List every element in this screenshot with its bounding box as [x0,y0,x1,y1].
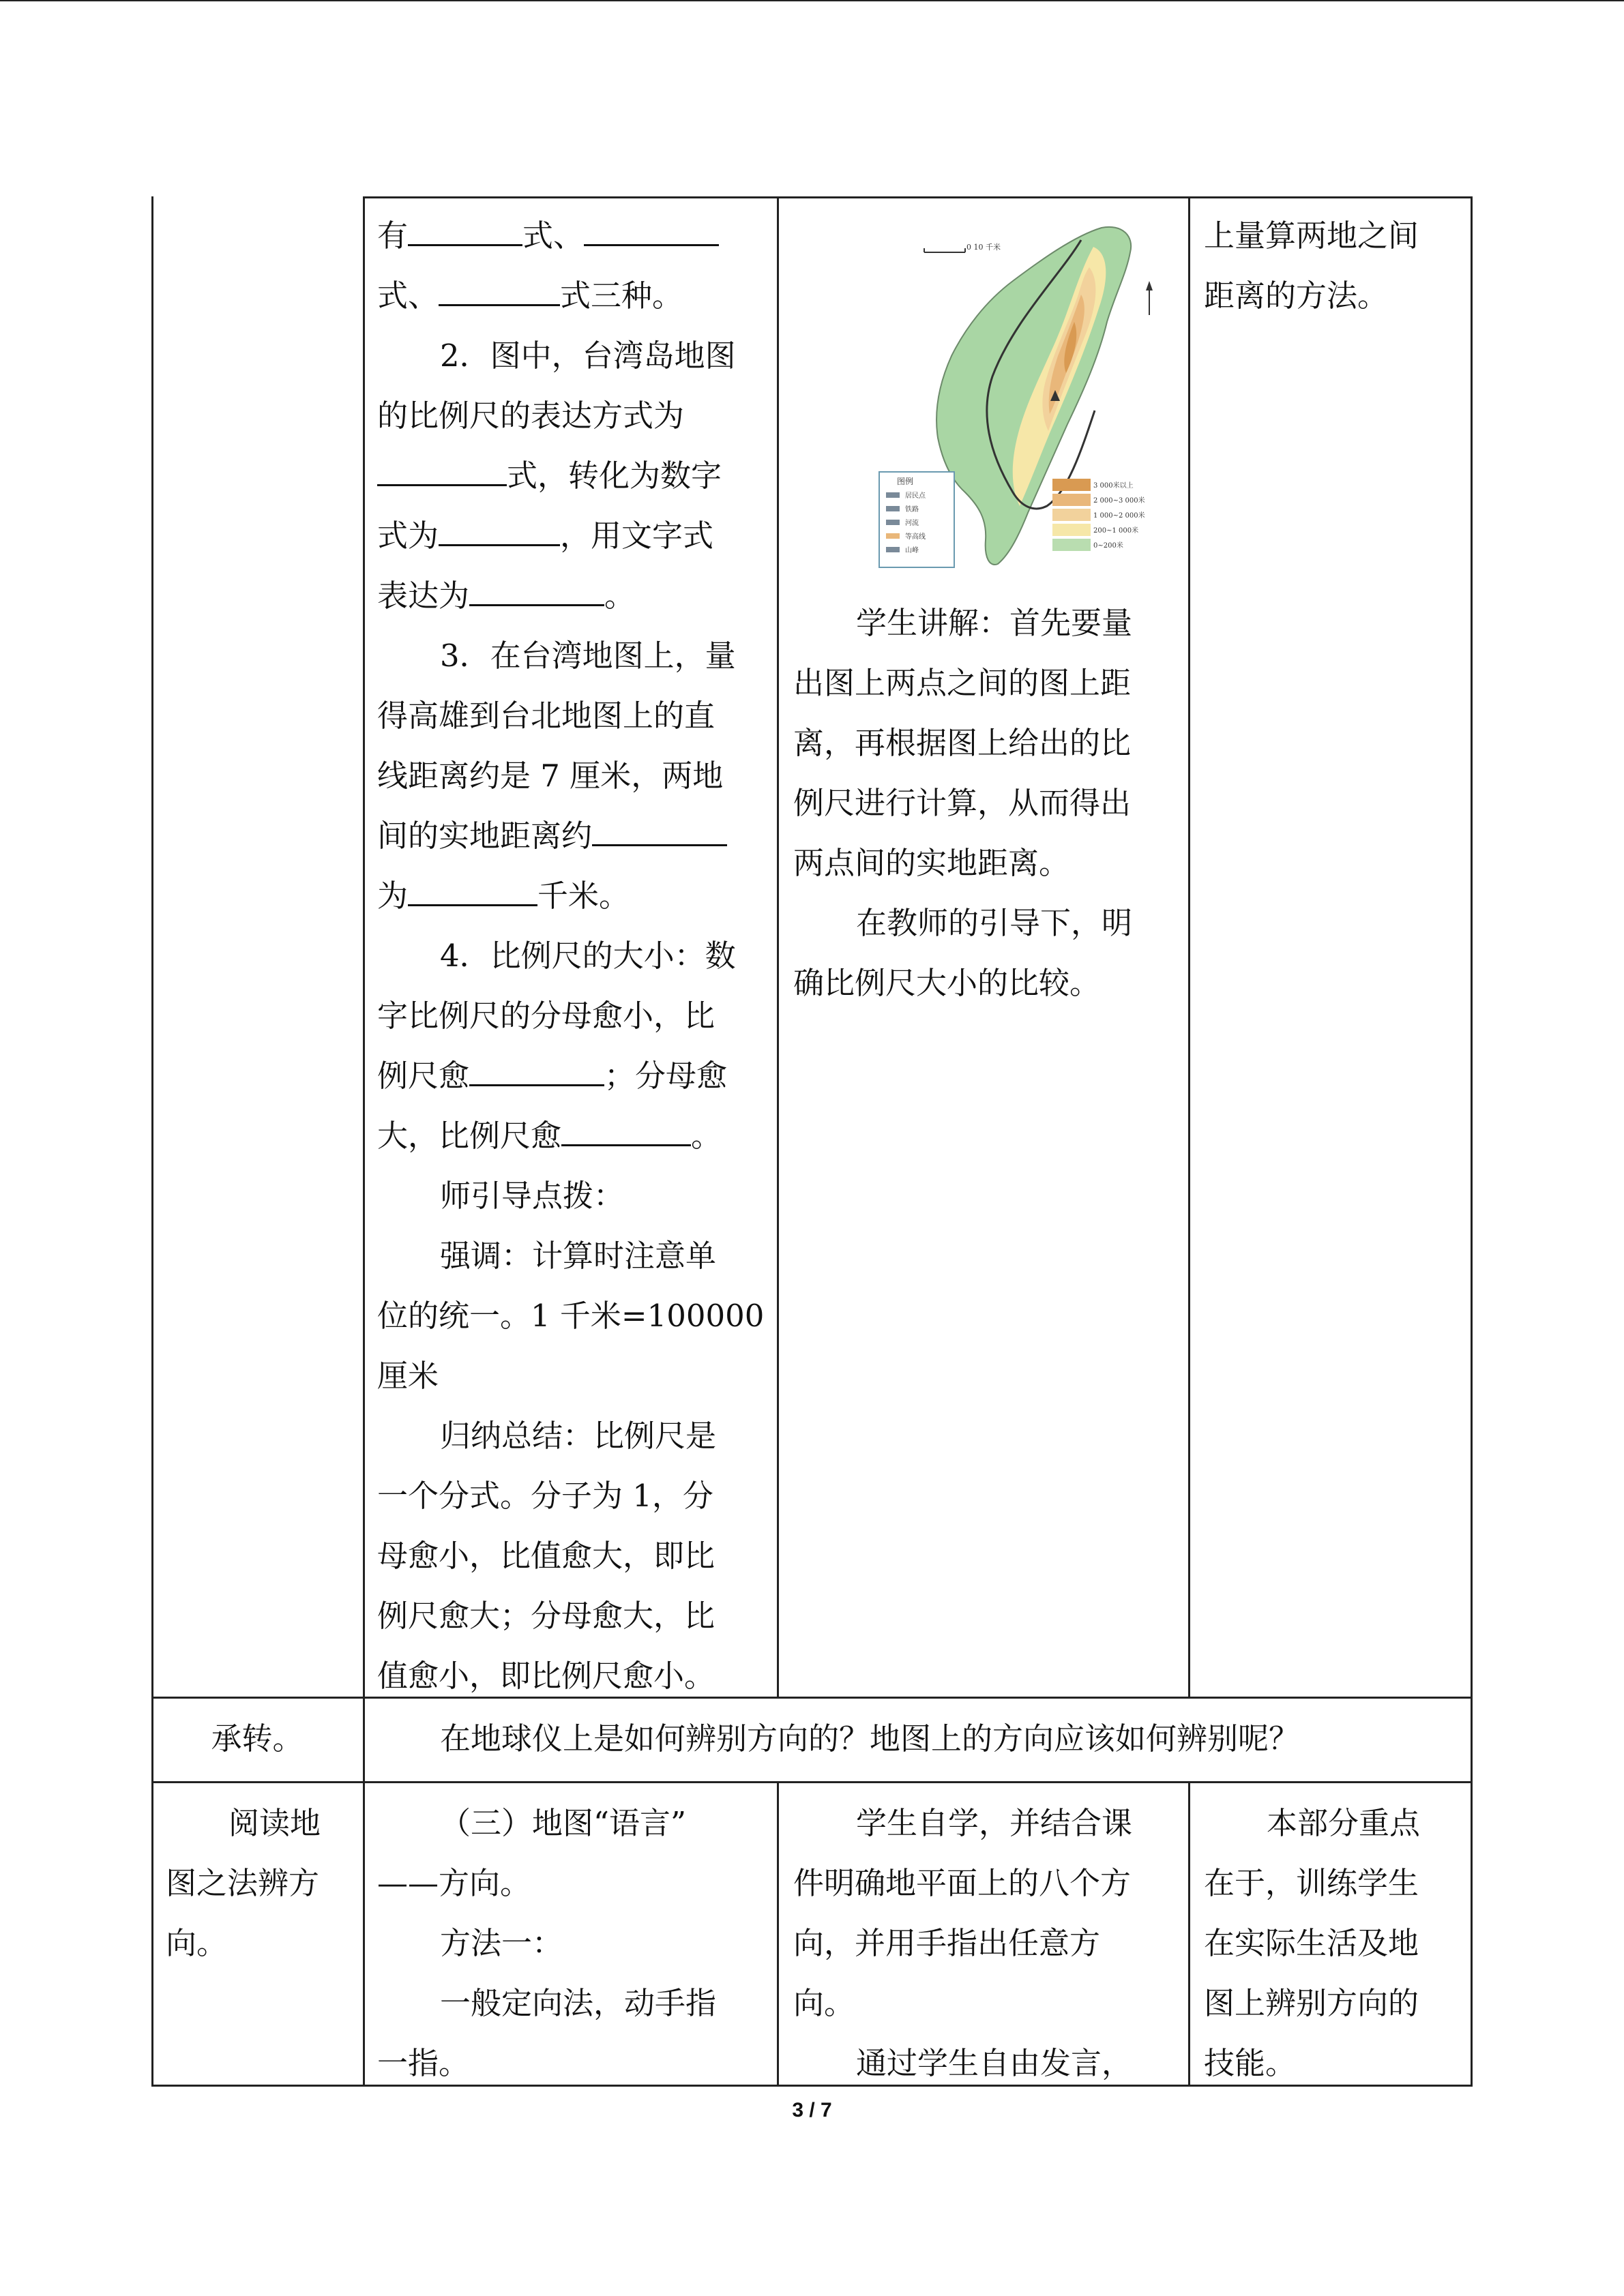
taiwan-topographic-map [876,220,1177,574]
text-line: 向，并用手指出任意方 [793,1925,1101,1961]
text-line: 技能。 [1204,2045,1297,2081]
table-line [1188,1783,1190,2087]
transition-label-text: 承转。 [211,1720,304,1757]
fill-in-blank [439,266,560,306]
text-line: 在于，训练学生 [1204,1865,1419,1901]
elevation-swatch [1052,494,1091,506]
text-line: 一般定向法，动手指 [440,1985,717,2021]
exercise-line [377,1406,766,1466]
transition-question-text: 在地球仪上是如何辨别方向的？地图上的方向应该如何辨别呢？ [440,1720,1300,1757]
exercise-text: 间的实地距离约 [377,818,593,854]
exercise-text: 的比例尺的表达方式为 [377,398,685,434]
text-line: ——方向。 [377,1865,531,1901]
fill-in-blank [592,806,727,846]
exercise-line [377,986,766,1046]
exercise-text: 一个分式。分子为 1，分 [377,1478,713,1514]
map-legend-item: 山峰 [905,547,919,554]
design-intent-bottom-cell [1204,1793,1463,2093]
text-line: （三）地图“语言” [440,1805,687,1841]
table-line [363,196,1473,198]
map-scale-bar [924,242,1001,252]
exercise-text: 式、 [377,278,439,314]
exercise-line [377,206,766,266]
map-legend-symbol [886,547,900,552]
fill-in-blank [469,1046,604,1086]
exercise-text: 位的统一。1 千米=100000 [377,1298,765,1334]
transition-label [151,1709,363,1769]
page-number: 3 / 7 [792,2099,832,2121]
table-line [151,196,153,2087]
exercise-line [377,1286,766,1346]
map-legend-symbol [886,506,900,511]
map-scale-label: 0 10 千米 [966,243,1001,252]
text-line: 阅读地 [228,1805,321,1841]
transition-question [377,1709,1468,1769]
exercise-line [377,686,766,746]
map-legend-symbol [886,533,900,539]
north-arrow-icon [1146,281,1153,315]
exercise-text: 为 [377,878,409,914]
exercise-text: 式为 [377,518,439,554]
exercise-line [377,566,766,626]
exercise-text: 2．图中，台湾岛地图 [440,338,736,374]
exercise-line [377,506,766,566]
map-legend-item: 等高线 [905,533,926,541]
text-line: 学生讲解：首先要量 [856,605,1133,641]
exercise-text: 4．比例尺的大小：数 [440,938,736,974]
activity-name-cell [166,1793,357,1973]
exercise-text: ；分母愈 [604,1058,728,1094]
exercise-text: 式、 [522,218,585,254]
exercise-line [377,866,766,926]
text-line: 离，再根据图上给出的比 [793,725,1132,761]
exercise-text: 千米。 [537,878,630,914]
exercise-text: 母愈小，比值愈大，即比 [377,1538,715,1574]
exercise-line [377,446,766,506]
exercise-text-cell [377,206,766,1706]
exercise-line [377,386,766,446]
exercise-text: 大，比例尺愈 [377,1118,562,1154]
exercise-text: 得高雄到台北地图上的直 [377,698,715,734]
map-legend-item: 铁路 [905,506,919,513]
exercise-line [377,1226,766,1286]
exercise-text: 强调：计算时注意单 [440,1238,717,1274]
elevation-swatch [1052,539,1091,551]
exercise-text: 表达为 [377,578,470,614]
text-line: 向。 [793,1985,855,2021]
table-line [151,1697,1473,1699]
elevation-legend [1052,479,1145,551]
map-svg [876,220,1177,574]
table-line [363,196,365,2087]
text-line: 上量算两地之间 [1204,218,1419,254]
map-legend-symbol [886,520,900,525]
table-line [1471,196,1473,2087]
text-line: 两点间的实地距离。 [793,845,1070,881]
fill-in-blank [439,506,560,546]
elevation-label: 200~1 000米 [1093,527,1139,535]
text-line: 向。 [166,1925,228,1961]
elevation-label: 3 000米以上 [1093,482,1134,490]
elevation-swatch [1052,509,1091,521]
exercise-text: 。 [604,578,636,614]
design-intent-cell [1204,206,1463,326]
exercise-text: 师引导点拨： [440,1178,625,1214]
page-top-border [0,0,1624,1]
exercise-line [377,746,766,806]
text-line: 学生自学，并结合课 [856,1805,1133,1841]
text-line: 一指。 [377,2045,470,2081]
elevation-label: 1 000~2 000米 [1093,512,1145,520]
fill-in-blank [408,206,522,246]
map-legend-symbol [886,492,900,498]
fill-in-blank [408,866,537,906]
elevation-label: 2 000~3 000米 [1093,497,1145,505]
exercise-text: 例尺愈大；分母愈大，比 [377,1598,715,1634]
fill-in-blank [584,206,719,246]
text-line: 件明确地平面上的八个方 [793,1865,1132,1901]
teacher-activity-cell [377,1793,766,2093]
exercise-text: 式，转化为数字 [507,458,722,494]
exercise-line [377,1346,766,1406]
table-line [1188,196,1190,1698]
text-line: 通过学生自由发言， [856,2045,1133,2081]
exercise-text: ，用文字式 [560,518,714,554]
exercise-text: 厘米 [377,1358,439,1394]
exercise-text: 归纳总结：比例尺是 [440,1418,717,1454]
exercise-text: 。 [691,1118,722,1154]
exercise-line [377,1586,766,1646]
exercise-line [377,1526,766,1586]
table-line [777,196,779,1698]
exercise-line [377,326,766,386]
exercise-line [377,806,766,866]
exercise-line [377,1646,766,1706]
exercise-line [377,266,766,326]
table-line [151,1781,1473,1783]
text-line: 图之法辨方 [166,1865,320,1901]
table-line [777,1783,779,2087]
text-line: 确比例尺大小的比较。 [793,965,1101,1001]
student-explanation-cell [793,593,1179,1013]
exercise-text: 线距离约是 7 厘米，两地 [377,758,724,794]
text-line: 在教师的引导下，明 [856,905,1133,941]
exercise-text: 值愈小，即比例尺愈小。 [377,1658,715,1694]
map-legend-item: 居民点 [905,492,926,500]
exercise-text: 例尺愈 [377,1058,470,1094]
exercise-text: 有 [377,218,409,254]
map-legend [879,472,954,567]
text-line: 方法一： [440,1925,563,1961]
text-line: 例尺进行计算，从而得出 [793,785,1132,821]
text-line: 本部分重点 [1267,1805,1421,1841]
text-line: 出图上两点之间的图上距 [793,665,1132,701]
fill-in-blank [469,566,604,606]
text-line: 图上辨别方向的 [1204,1985,1419,2021]
exercise-text: 字比例尺的分母愈小，比 [377,998,715,1034]
fill-in-blank [561,1106,691,1146]
elevation-swatch [1052,479,1091,491]
exercise-text: 3．在台湾地图上，量 [440,638,736,674]
exercise-line [377,1466,766,1526]
text-line: 在实际生活及地 [1204,1925,1419,1961]
fill-in-blank [377,446,507,486]
exercise-line [377,1046,766,1106]
elevation-label: 0~200米 [1093,542,1123,550]
exercise-line [377,626,766,686]
exercise-line [377,926,766,986]
exercise-text: 式三种。 [560,278,683,314]
exercise-line [377,1106,766,1166]
student-activity-cell [793,1793,1179,2093]
elevation-swatch [1052,524,1091,536]
text-line: 距离的方法。 [1204,278,1389,314]
map-legend-item: 河流 [905,520,919,527]
exercise-line [377,1166,766,1226]
map-legend-title: 图例 [897,477,914,486]
